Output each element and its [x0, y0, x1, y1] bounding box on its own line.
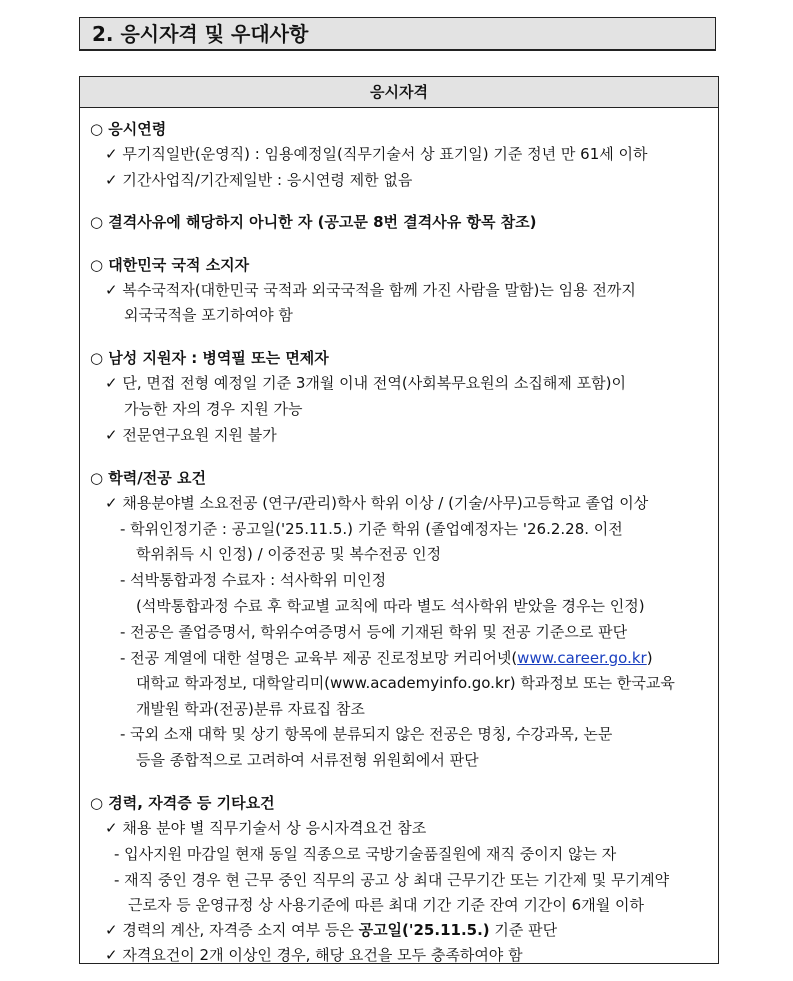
nationality-item-1: ✓ 복수국적자(대한민국 국적과 외국국적을 함께 가진 사람을 말함)는 임용 전까지 [105, 281, 636, 299]
experience-item-3: ✓ 자격요건이 2개 이상인 경우, 해당 요건을 모두 충족하여야 함 [105, 946, 523, 964]
education-sub-5: - 국외 소재 대학 및 상기 항목에 분류되지 않은 전공은 명칭, 수강과목, 논문 [120, 725, 613, 743]
education-sub-5-cont: 등을 종합적으로 고려하여 서류전형 위원회에서 판단 [136, 751, 479, 769]
age-item-2: ✓ 기간사업직/기간제일반 : 응시연령 제한 없음 [105, 171, 413, 189]
education-sub-3: - 전공은 졸업증명서, 학위수여증명서 등에 기재된 학위 및 전공 기준으로 판단 [120, 623, 628, 641]
education-sub-2: - 석박통합과정 수료자 : 석사학위 미인정 [120, 571, 387, 589]
education-sub-1-cont: 학위취득 시 인정) / 이중전공 및 복수전공 인정 [136, 545, 442, 563]
announcement-date: 공고일('25.11.5.) [358, 921, 490, 939]
qualification-box [79, 76, 719, 964]
disqualification-heading: ○ 결격사유에 해당하지 아니한 자 (공고문 8번 결격사유 항목 참조) [90, 213, 537, 231]
box-header: 응시자격 [80, 77, 718, 108]
experience-item-2 [105, 920, 557, 940]
experience-item-1: ✓ 채용 분야 별 직무기술서 상 응시자격요건 참조 [105, 819, 427, 837]
experience-item-2-tail: 기준 판단 [489, 921, 558, 939]
education-sub-1: - 학위인정기준 : 공고일('25.11.5.) 기준 학위 (졸업예정자는 '26.2.28. 이전 [120, 520, 623, 538]
age-item-1: ✓ 무기직일반(운영직) : 임용예정일(직무기술서 상 표기일) 기준 정년 만 61세 이하 [105, 145, 648, 163]
education-item-1: ✓ 채용분야별 소요전공 (연구/관리)학사 학위 이상 / (기술/사무)고등학교 졸업 이상 [105, 494, 649, 512]
military-heading: ○ 남성 지원자 : 병역필 또는 면제자 [90, 349, 329, 367]
experience-sub-2-cont: 근로자 등 운영규정 상 사용기준에 따른 최대 기간 기준 잔여 기간이 6개월 이하 [128, 896, 644, 914]
education-sub-2-cont: (석박통합과정 수료 후 학교별 교칙에 따라 별도 석사학위 받았을 경우는 인정) [136, 597, 645, 615]
education-sub-4-cont-1: 대학교 학과정보, 대학알리미(www.academyinfo.go.kr) 학과정보 또는 한국교육 [136, 674, 675, 692]
section-title: 2. 응시자격 및 우대사항 [79, 17, 716, 51]
military-item-2: ✓ 전문연구요원 지원 불가 [105, 426, 277, 444]
experience-heading: ○ 경력, 자격증 등 기타요건 [90, 794, 275, 812]
experience-sub-1: - 입사지원 마감일 현재 동일 직종으로 국방기술품질원에 재직 중이지 않는 자 [114, 845, 617, 863]
education-sub-4 [120, 648, 653, 668]
age-heading: ○ 응시연령 [90, 120, 167, 138]
education-sub-4-close: ) [646, 649, 653, 667]
nationality-item-1-cont: 외국국적을 포기하여야 함 [124, 306, 293, 324]
experience-sub-2: - 재직 중인 경우 현 근무 중인 직무의 공고 상 최대 근무기간 또는 기간제 및 무기계약 [114, 871, 670, 889]
education-sub-4-cont-2: 개발원 학과(전공)분류 자료집 참조 [136, 700, 365, 718]
military-item-1: ✓ 단, 면접 전형 예정일 기준 3개월 이내 전역(사회복무요원의 소집해제 포함)이 [105, 374, 626, 392]
nationality-heading: ○ 대한민국 국적 소지자 [90, 256, 250, 274]
career-link[interactable]: www.career.go.kr [517, 649, 647, 667]
experience-item-2-text: ✓ 경력의 계산, 자격증 소지 여부 등은 [105, 921, 359, 939]
education-heading: ○ 학력/전공 요건 [90, 469, 206, 487]
education-sub-4-text: - 전공 계열에 대한 설명은 교육부 제공 진로정보망 커리어넷( [120, 649, 518, 667]
military-item-1-cont: 가능한 자의 경우 지원 가능 [124, 400, 303, 418]
